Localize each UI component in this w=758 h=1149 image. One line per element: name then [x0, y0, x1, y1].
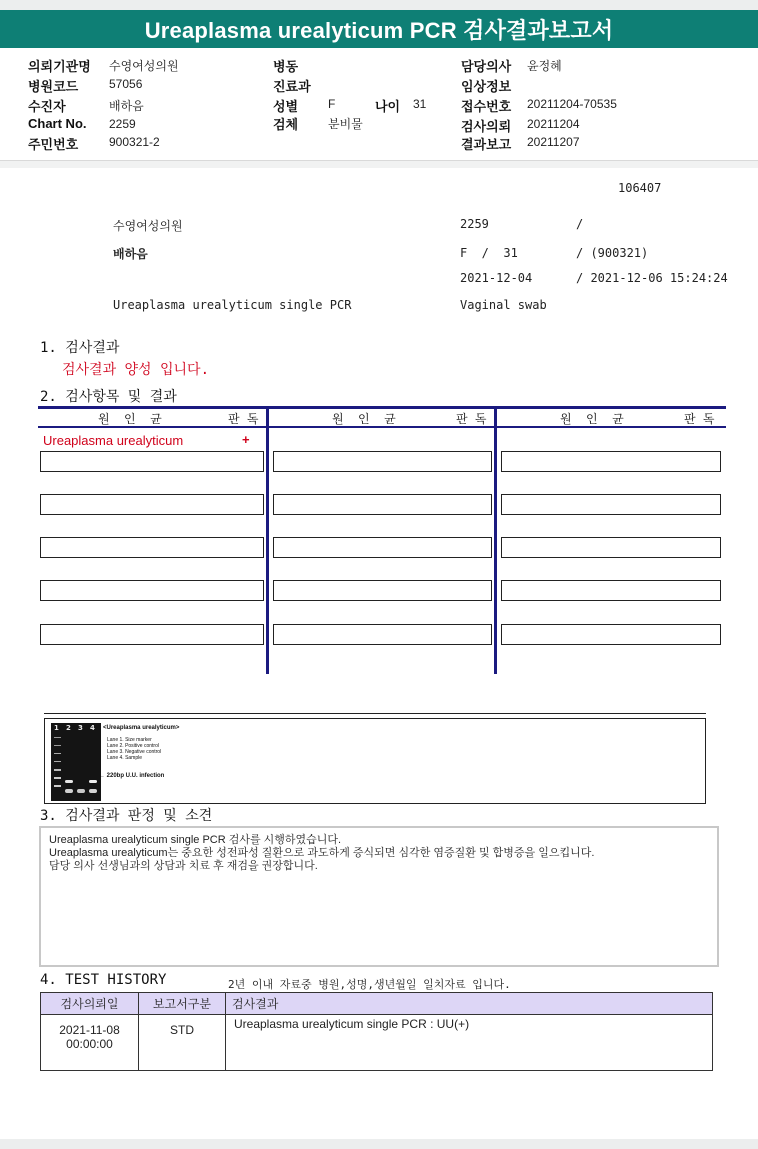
history-date: 2021-11-08	[59, 1023, 120, 1037]
history-header-result: 검사결과	[226, 993, 713, 1015]
gel-image-box	[44, 718, 706, 804]
header-col2	[273, 56, 453, 156]
hdr-label-patient: 수진자	[28, 99, 66, 114]
hdr-label-request-date: 검사의뢰	[461, 119, 512, 134]
top-strip	[0, 0, 758, 10]
gel-band	[54, 777, 61, 779]
hdr-value-clinic: 수영여성의원	[109, 59, 179, 73]
gel-legend-item: Lane 1. Size marker	[107, 737, 152, 743]
hdr-value-hospital-code: 57056	[109, 77, 143, 91]
gel-band-label: ← 220bp U.U. infection	[99, 773, 165, 779]
history-table	[40, 992, 713, 1071]
hdr-label-clinical-info: 임상정보	[461, 79, 512, 94]
summary-chart: 2259	[460, 217, 489, 231]
result-cell	[273, 494, 492, 515]
result-cell	[501, 451, 721, 472]
header-divider	[0, 160, 758, 168]
result-judgement: +	[242, 432, 250, 447]
col-judgement-2: 판 독	[456, 412, 487, 426]
summary-specimen: Vaginal swab	[460, 298, 547, 312]
section4-note: 2년 이내 자료중 병원,성명,생년월일 일치자료 입니다.	[228, 978, 511, 991]
gel-caption: <Ureaplasma urealyticum>	[103, 725, 180, 731]
hdr-value-sex: F	[328, 97, 336, 111]
hdr-value-accession: 20211204-70535	[527, 97, 617, 111]
summary-reported: / 2021-12-06 15:24:24	[576, 271, 728, 285]
result-cell	[273, 451, 492, 472]
hdr-label-specimen: 검체	[273, 117, 299, 132]
result-cell	[273, 580, 492, 601]
summary-test-name: Ureaplasma urealyticum single PCR	[113, 298, 352, 312]
report-title: Ureaplasma urealyticum PCR 검사결과보고서	[0, 10, 758, 48]
comment-line: Ureaplasma urealyticum single PCR 검사를 시행하였습니다.	[49, 834, 342, 846]
gel-top-rule	[44, 713, 706, 714]
result-cell	[40, 580, 264, 601]
section1-result: 검사결과 양성 입니다.	[62, 362, 210, 378]
result-cell	[501, 537, 721, 558]
col-organism-2: 원 인 균	[332, 412, 396, 426]
hdr-label-accession: 접수번호	[461, 99, 512, 114]
results-grid	[38, 406, 726, 676]
gel-legend	[107, 737, 227, 761]
gel-lane-number: 4	[90, 724, 95, 732]
gel-band	[54, 769, 61, 771]
bottom-strip	[0, 1139, 758, 1149]
gel-legend-item: Lane 3. Negative control	[107, 749, 162, 755]
summary-received: 2021-12-04	[460, 271, 533, 285]
col-judgement-1: 판 독	[228, 412, 259, 426]
result-cell	[40, 451, 264, 472]
gel-lane-number: 3	[78, 724, 83, 732]
gel-band	[54, 753, 61, 754]
hdr-value-patient: 배하음	[109, 99, 144, 113]
summary-birth: / (900321)	[576, 246, 649, 260]
summary-slash: /	[576, 217, 584, 231]
gel-band	[89, 780, 97, 783]
history-type: STD	[139, 1015, 226, 1071]
result-cell	[40, 494, 264, 515]
comment-box	[39, 826, 719, 967]
gel-band	[54, 737, 61, 738]
gel-band	[89, 789, 97, 793]
section3-title: 3. 검사결과 판정 및 소견	[40, 808, 213, 824]
summary-patient: 배하음	[113, 247, 148, 261]
result-cell	[273, 537, 492, 558]
col-judgement-3: 판 독	[684, 412, 715, 426]
section2-title: 2. 검사항목 및 결과	[40, 389, 177, 405]
gel-band	[65, 789, 73, 793]
hdr-value-specimen: 분비물	[328, 117, 363, 131]
hdr-value-rrn: 900321-2	[109, 135, 160, 149]
gel-lane-number: 1	[54, 724, 59, 732]
hdr-label-clinic: 의뢰기관명	[28, 59, 91, 74]
result-organism: Ureaplasma urealyticum	[43, 433, 184, 448]
gel-lane-number: 2	[66, 724, 71, 732]
hdr-value-chart: 2259	[109, 117, 136, 131]
gel-legend-item: Lane 4. Sample	[107, 755, 143, 761]
gel-band	[77, 789, 85, 793]
result-cell	[273, 624, 492, 645]
report-code: 106407	[618, 181, 662, 195]
hdr-value-request-date: 20211204	[527, 117, 580, 131]
comment-line: Ureaplasma urealyticum는 중요한 성전파성 질환으로 과도하게 증식되면 심각한 염증질환 및 합병증을 일으킵니다.	[49, 847, 595, 859]
result-cell	[501, 624, 721, 645]
table-row	[41, 1015, 713, 1071]
hdr-label-age: 나이	[375, 99, 401, 114]
history-date-cell	[41, 1015, 139, 1071]
hdr-label-sex: 성별	[273, 99, 299, 114]
hdr-value-doctor: 윤정혜	[527, 59, 562, 73]
hdr-label-report-date: 결과보고	[461, 137, 512, 152]
hdr-label-chart: Chart No.	[28, 116, 87, 131]
section1-title: 1. 검사결과	[40, 340, 120, 356]
grid-col-divider-2	[494, 406, 497, 674]
history-header-type: 보고서구분	[139, 993, 226, 1015]
gel-band	[54, 785, 61, 787]
section4-title: 4. TEST HISTORY	[40, 972, 167, 988]
gel-band	[54, 761, 61, 762]
hdr-label-ward: 병동	[273, 59, 299, 74]
result-cell	[501, 580, 721, 601]
col-organism-1: 원 인 균	[98, 412, 162, 426]
history-header-date: 검사의뢰일	[41, 993, 139, 1015]
hdr-label-dept: 진료과	[273, 79, 311, 94]
col-organism-3: 원 인 균	[560, 412, 624, 426]
summary-sex-age: F / 31	[460, 246, 518, 260]
gel-band	[54, 745, 61, 746]
gel-legend-item: Lane 2. Positive control	[107, 743, 159, 749]
hdr-value-age: 31	[413, 97, 427, 111]
hdr-label-hospital-code: 병원코드	[28, 79, 79, 94]
history-time: 00:00:00	[66, 1037, 113, 1051]
hdr-value-report-date: 20211207	[527, 135, 580, 149]
result-cell	[501, 494, 721, 515]
gel-photo	[51, 723, 101, 801]
hdr-label-doctor: 담당의사	[461, 59, 512, 74]
result-cell	[40, 624, 264, 645]
grid-top-rule	[38, 406, 726, 409]
header-col3	[461, 56, 721, 156]
result-cell	[40, 537, 264, 558]
summary-clinic: 수영여성의원	[113, 219, 183, 233]
grid-col-divider-1	[266, 406, 269, 674]
history-result: Ureaplasma urealyticum single PCR : UU(+)	[226, 1015, 713, 1071]
gel-band	[65, 780, 73, 783]
comment-line: 담당 의사 선생님과의 상담과 치료 후 재검을 권장합니다.	[49, 860, 318, 872]
hdr-label-rrn: 주민번호	[28, 137, 79, 152]
